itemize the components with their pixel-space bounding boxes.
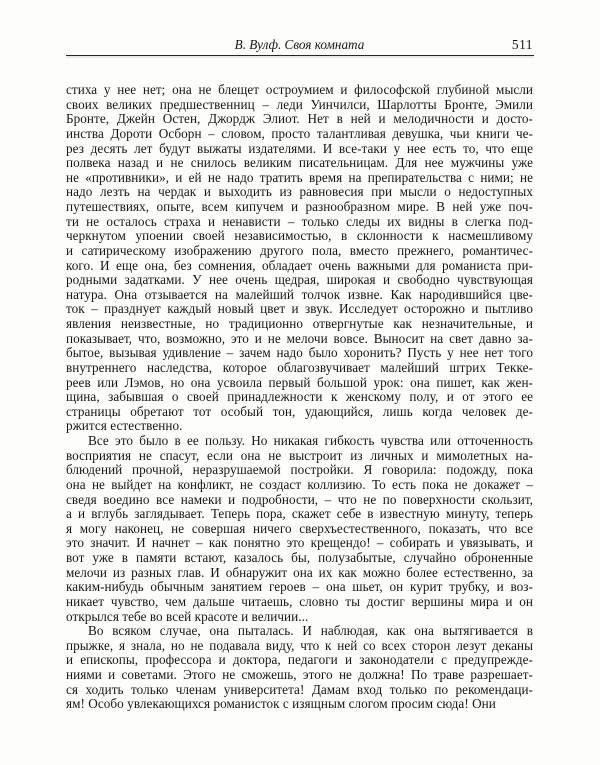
text-line: и сатирическому изображению другого пола, вместо прежнего, романтичес- xyxy=(66,242,533,258)
text-line: ржится естественно. xyxy=(66,418,183,434)
text-line: вот уже в памяти встают, казалось бы, полузабытые, случайно оброненные xyxy=(66,550,533,565)
text-line: каким-нибудь обычным занятием героев – она шьет, он курит трубку, и воз- xyxy=(66,579,533,595)
text-line: открылся тебе во всей красоте и величии... xyxy=(66,608,309,624)
running-head xyxy=(66,37,533,54)
text-line: ся ходить только членам университета! Дамам вход только по рекомендаци- xyxy=(66,681,533,697)
text-line: своих великих предшественниц – леди Уинчилси, Шарлотты Бронте, Эмили xyxy=(66,96,533,112)
text-line: мелочи из разных глав. И обнаружит она их как можно более естественно, за xyxy=(66,564,533,580)
text-line: это значит. И начнет – как понятно это крещендо! – собирать и увязывать, и xyxy=(66,535,533,551)
page-number: 511 xyxy=(511,37,533,52)
text-line: не «противники», и ей не надо тратить время на препирательства с ними; не xyxy=(66,169,533,185)
text-line: а и вглубь заглядывает. Теперь пора, скажет себе в известную минуту, теперь xyxy=(66,506,533,522)
text-line: внутреннего наследства, которое облагозвучивает малейший штрих Текке- xyxy=(66,359,533,375)
text-line: Во всяком случае, она пыталась. И наблюдая, как она вытягивается в xyxy=(88,623,533,639)
text-line: восприятия не спасут, если она не выстроит из личных и мимолетных на- xyxy=(66,447,533,463)
text-line: Бронте, Джейн Остен, Джордж Элиот. Нет в ней и мелодичности и досто- xyxy=(66,111,533,127)
text-line: никает чувство, чем дальше читаешь, словно ты достиг вершины мира и он xyxy=(66,593,533,609)
header-rule xyxy=(66,55,534,56)
text-line: рез десять лет будут выжаты издателями. И все-таки у нее есть то, что еще xyxy=(66,140,533,156)
text-line: кого. И еще она, без сомнения, обладает очень важными для романиста при- xyxy=(66,257,533,273)
text-line: страницы обретают тот особый тон, удающийся, лишь когда человек де- xyxy=(66,403,533,419)
text-line: сведя воедино все намеки и подробности, – что не по поверхности скользит, xyxy=(66,491,533,507)
text-line: блюдений прочной, неразрушаемой постройки. Я говорила: подожду, пока xyxy=(66,462,533,478)
text-line: родными задатками. У нее очень щедрая, широкая и свободно чувствующая xyxy=(66,272,533,288)
paragraph xyxy=(66,434,533,624)
text-line: бытое, вызывая удивление – зачем надо было хоронить? Пусть у нее нет того xyxy=(66,345,533,361)
text-line: ям! Особо увлекающихся романисток с изящным слогом просим сюда! Они xyxy=(66,696,496,712)
text-line: ток – празднует каждый новый цвет и звук. Исследует осторожно и пытливо xyxy=(66,301,533,317)
text-line: и епископы, профессора и доктора, педагоги и законодатели с предупрежде- xyxy=(66,652,533,668)
text-line: полвека назад и не снилось великим писательницам. Для нее мужчины уже xyxy=(66,155,533,171)
text-line: черкнутом упоении своей независимостью, в склонности к насмешливому xyxy=(66,228,533,244)
paragraph xyxy=(66,624,533,712)
text-line: путешествиях, опыте, всем кипучем и разнообразном мире. В ней уже поч- xyxy=(66,199,533,214)
text-line: Все это было в ее пользу. Но никакая гибкость чувства или отточенность xyxy=(88,433,533,448)
text-line: реев или Лэмов, но она усвоила первый большой урок: она пишет, как жен- xyxy=(66,374,533,390)
running-title: В. Вулф. Своя комната xyxy=(234,37,365,52)
page-body xyxy=(66,83,533,712)
text-line: прыжке, я знала, но не подавала виду, что к ней со всех сторон лезут деканы xyxy=(66,637,533,653)
text-line: щина, забывшая о своей принадлежности к женскому полу, и от этого ее xyxy=(66,389,533,405)
text-line: явления неизвестные, но традиционно отвергнутые как незначительные, и xyxy=(66,316,533,331)
text-line: надо лезть на чердак и выходить из равновесия при мысли о недоступных xyxy=(66,184,533,200)
text-line: инства Дороти Осборн – словом, просто талантливая девушка, чьи книги че- xyxy=(66,125,533,141)
text-line: показывает, что, возможно, это и не мелочи вовсе. Выносит на свет давно за- xyxy=(66,330,533,346)
text-line: я могу наконец, не совершая ничего сверхъестественного, показать, что все xyxy=(66,520,533,536)
text-line: натура. Она отзывается на малейший толчок извне. Как народившийся цве- xyxy=(66,286,533,302)
text-line: ти не осталось страха и ненависти – только следы их видны в слегка под- xyxy=(66,213,533,229)
text-line: стиха у нее нет; она не блещет остроумием и философской глубиной мысли xyxy=(66,82,533,97)
text-line: ниями и советами. Этого не сможешь, этого не должна! По траве разрешает- xyxy=(66,667,533,682)
text-line: она не выйдет на конфликт, не создаст коллизию. То есть пока не докажет – xyxy=(66,476,533,492)
paragraph xyxy=(66,83,533,434)
